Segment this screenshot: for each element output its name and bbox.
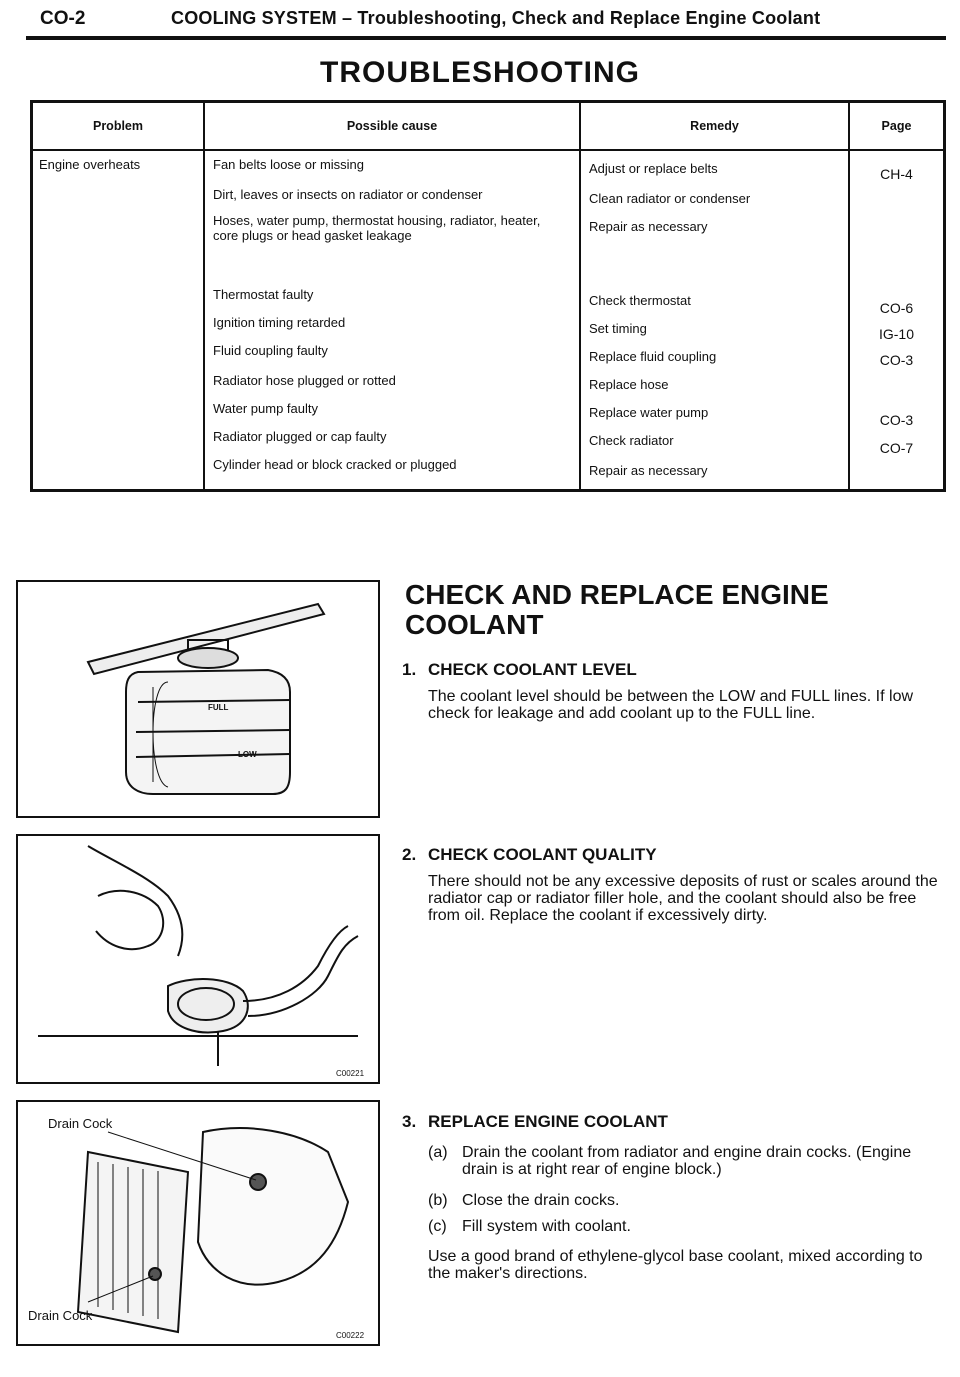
- step-heading: CHECK COOLANT QUALITY: [428, 845, 657, 864]
- column-header-remedy: Remedy: [690, 119, 739, 133]
- substep-tag: (c): [428, 1218, 447, 1235]
- troubleshooting-title: TROUBLESHOOTING: [320, 56, 640, 89]
- step-check-level: [402, 660, 942, 750]
- full-line-label: FULL: [208, 703, 229, 712]
- figure-radiator-cap: [16, 834, 380, 1084]
- page-ref-cell: CO-3: [879, 412, 914, 428]
- page-ref-cell: CO-6: [879, 300, 914, 316]
- step-number: 1.: [402, 660, 417, 679]
- header-rule: [26, 36, 946, 40]
- drain-cock-label-bottom: Drain Cock: [28, 1308, 93, 1323]
- column-divider: [848, 103, 850, 489]
- remedy-cell: Check radiator: [589, 433, 674, 448]
- column-divider: [579, 103, 581, 489]
- remedy-cell: Repair as necessary: [589, 463, 708, 478]
- page-ref-cell: CO-7: [879, 440, 914, 456]
- figure-reservoir: [16, 580, 380, 818]
- coolant-section-title: CHECK AND REPLACE ENGINE COOLANT: [405, 579, 829, 640]
- figure-drain-cocks: [16, 1100, 380, 1346]
- remedy-cell: Replace fluid coupling: [589, 349, 717, 364]
- cause-cell: Water pump faulty: [213, 401, 319, 416]
- page-ref-cell: CO-3: [879, 352, 914, 368]
- figure-code: C00222: [336, 1331, 365, 1340]
- remedy-cell: Replace hose: [589, 377, 669, 392]
- figure-code: C00221: [336, 1069, 365, 1078]
- cause-cell: Radiator hose plugged or rotted: [213, 373, 396, 388]
- column-divider: [203, 103, 205, 489]
- radiator-cap-illustration: [18, 836, 378, 1082]
- substep-tag: (a): [428, 1144, 448, 1161]
- remedy-cell: Set timing: [589, 321, 647, 336]
- low-line-label: LOW: [238, 750, 257, 759]
- cause-cell: Radiator plugged or cap faulty: [213, 429, 387, 444]
- cause-cell: Thermostat faulty: [213, 287, 314, 302]
- column-header-page: Page: [881, 119, 912, 133]
- remedy-cell: Clean radiator or condenser: [589, 191, 751, 206]
- page-ref-cell: IG-10: [878, 326, 914, 342]
- header-title: COOLING SYSTEM – Troubleshooting, Check and Replace Engine Coolant: [171, 8, 821, 28]
- step-replace-coolant: [402, 1112, 942, 1312]
- page-ref-cell: CH-4: [880, 166, 913, 182]
- page-number: CO-2: [40, 8, 86, 29]
- remedy-cell: Repair as necessary: [589, 219, 708, 234]
- cause-cell: Dirt, leaves or insects on radiator or condenser: [213, 187, 483, 202]
- step-number: 3.: [402, 1112, 417, 1131]
- substep-text: Fill system with coolant.: [462, 1218, 631, 1235]
- remedy-cell: Replace water pump: [589, 405, 709, 420]
- substep-tag: (b): [428, 1192, 448, 1209]
- remedy-cell: Adjust or replace belts: [589, 161, 718, 176]
- cause-cell: Fan belts loose or missing: [213, 157, 365, 172]
- column-header-problem: Problem: [92, 119, 143, 133]
- page-header: [26, 6, 946, 40]
- step-number: 2.: [402, 845, 417, 864]
- remedy-cell: Check thermostat: [589, 293, 691, 308]
- step-body: The coolant level should be between the LOW and FULL lines. If low check for leakage and add coolant up to the FULL line.: [428, 688, 914, 722]
- cause-cell: Fluid coupling faulty: [213, 343, 328, 358]
- coolant-note: Use a good brand of ethylene-glycol base coolant, mixed according to the maker's directions.: [428, 1248, 923, 1282]
- problem-cell: Engine overheats: [39, 157, 141, 172]
- substep-text: Close the drain cocks.: [462, 1192, 620, 1209]
- drain-cock-label-top: Drain Cock: [48, 1116, 113, 1131]
- step-heading: REPLACE ENGINE COOLANT: [428, 1112, 668, 1131]
- troubleshooting-table: [30, 100, 946, 492]
- step-check-quality: [402, 845, 942, 965]
- cause-cell: Cylinder head or block cracked or plugged: [213, 457, 457, 472]
- column-header-cause: Possible cause: [346, 119, 438, 133]
- step-heading: CHECK COOLANT LEVEL: [428, 660, 637, 679]
- cause-cell: Hoses, water pump, thermostat housing, radiator, heater, core plugs or head gasket leakage: [213, 213, 541, 243]
- cause-cell: Ignition timing retarded: [213, 315, 346, 330]
- substep-text: Drain the coolant from radiator and engine drain cocks. (Engine drain is at right rear of engine block.): [462, 1144, 912, 1178]
- drain-cocks-illustration: [18, 1102, 378, 1344]
- step-body: There should not be any excessive deposits of rust or scales around the radiator cap or radiator filler hole, and the coolant should also be free from oil. Replace the coolant if excessively dirty.: [428, 873, 938, 924]
- reservoir-illustration: [18, 582, 378, 816]
